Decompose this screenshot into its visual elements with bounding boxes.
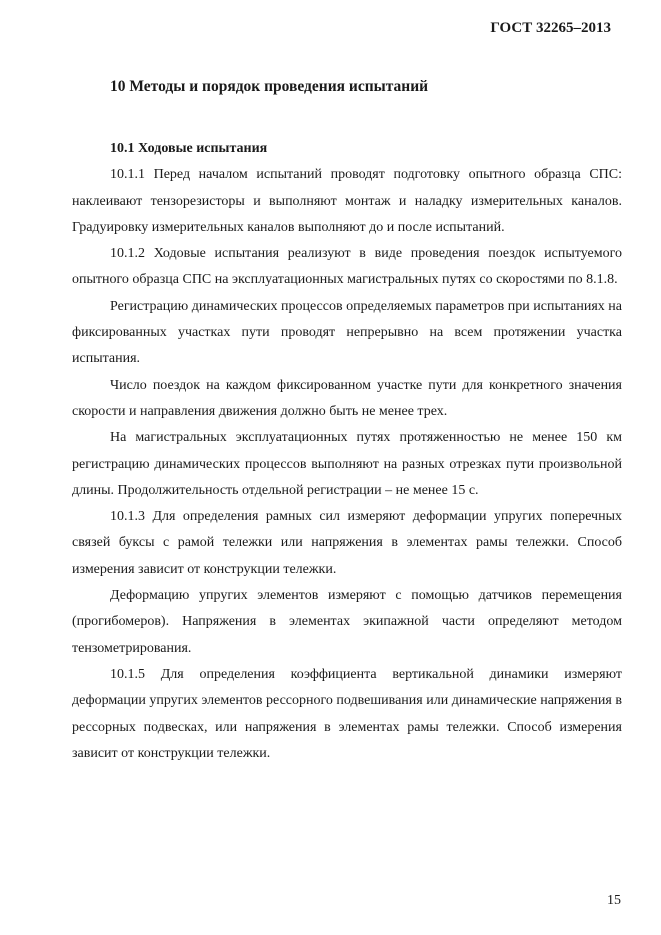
subsection-title: 10.1 Ходовые испытания	[110, 141, 268, 156]
section-title: 10 Методы и порядок проведения испытаний	[110, 78, 429, 95]
paragraph-10-1-3: 10.1.3 Для определения рамных сил измеряют деформации упругих поперечных связей буксы с рамой тележки или напряжения в элементах рамы тележки. Способ измерения зависит от конструкции тележки.	[72, 509, 622, 577]
paragraph-deformation: Деформацию упругих элементов измеряют с помощью датчиков перемещения (прогибомеров). Напряжения в элементах экипажной части определяют методом тензометрирования.	[72, 588, 622, 656]
paragraph-10-1-2: 10.1.2 Ходовые испытания реализуют в виде проведения поездок испытуемого опытного образца СПС на эксплуатационных магистральных путях со скоростями по 8.1.8.	[72, 246, 622, 288]
paragraph-10-1-5: 10.1.5 Для определения коэффициента вертикальной динамики измеряют деформации упругих элементов рессорного подвешивания или динамические напряжения в рессорных подвесках, или напряжения в элементах рамы тележки. Способ измерения зависит от конструкции тележки.	[72, 666, 622, 761]
paragraph-registration: Регистрацию динамических процессов определяемых параметров при испытаниях на фиксированных участках пути проводят непрерывно на всем протяжении участка испытания.	[72, 298, 622, 367]
page-number: 15	[607, 893, 621, 908]
paragraph-trip-count: Число поездок на каждом фиксированном участке пути для конкретного значения скорости и направления движения должно быть не менее трех.	[72, 377, 622, 419]
document-code: ГОСТ 32265–2013	[490, 20, 611, 36]
paragraph-main-tracks: На магистральных эксплуатационных путях протяженностью не менее 150 км регистрацию динамических процессов выполняют на разных отрезках пути произвольной длины. Продолжительность отдельной регистрации – не менее 15 с.	[72, 430, 622, 498]
body-text	[72, 136, 622, 767]
paragraph-10-1-1: 10.1.1 Перед началом испытаний проводят подготовку опытного образца СПС: наклеивают тензорезисторы и выполняют монтаж и наладку измерительных каналов. Градуировку измерительных каналов выполняют до и после испытаний.	[72, 167, 622, 235]
